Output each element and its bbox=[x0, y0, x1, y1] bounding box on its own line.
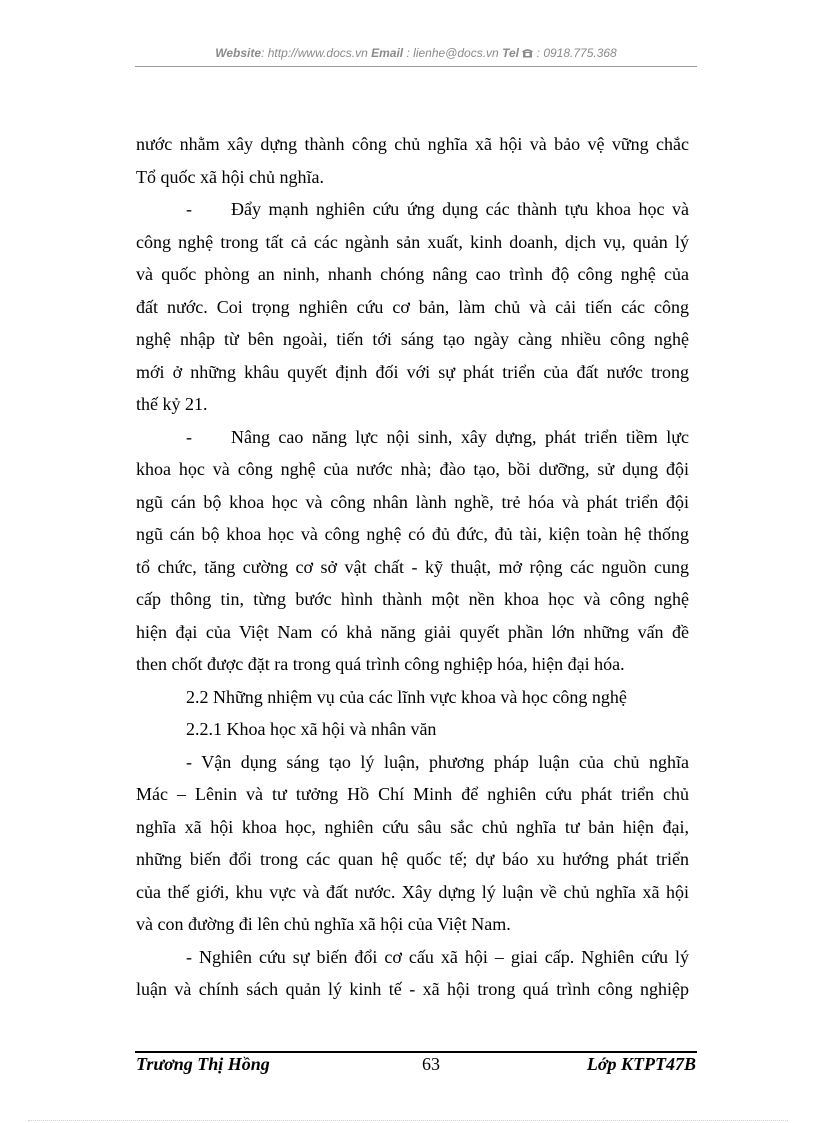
paragraph-line: đất nước. Coi trọng nghiên cứu cơ bản, làm chủ và cải tiến các công bbox=[136, 296, 689, 317]
paragraph-line: mới ở những khâu quyết định đối với sự phát triển của đất nước trong bbox=[136, 361, 689, 382]
paragraph-line: nghệ nhập từ bên ngoài, tiến tới sáng tạo ngày càng nhiều công nghệ bbox=[136, 329, 689, 349]
header-divider bbox=[135, 66, 697, 67]
tel-value: : 0918.775.368 bbox=[536, 46, 617, 60]
paragraph-line: then chốt được đặt ra trong quá trình công nghiệp hóa, hiện đại hóa. bbox=[136, 654, 625, 674]
paragraph-line: của thế giới, khu vực và đất nước. Xây dựng lý luận về chủ nghĩa xã hội bbox=[136, 881, 689, 902]
bullet-dash: - bbox=[186, 199, 192, 219]
email-value: : lienhe@docs.vn bbox=[406, 46, 499, 60]
paragraph-line: thế kỷ 21. bbox=[136, 394, 208, 414]
footer-author: Trương Thị Hồng bbox=[136, 1054, 270, 1074]
footer-divider bbox=[135, 1051, 697, 1053]
document-body bbox=[136, 128, 689, 1006]
paragraph-line: - Vận dụng sáng tạo lý luận, phương pháp luận của chủ nghĩa bbox=[186, 751, 689, 772]
page-number: 63 bbox=[422, 1054, 440, 1074]
bullet-text: Đẩy mạnh nghiên cứu ứng dụng các thành tựu khoa học và bbox=[231, 199, 689, 219]
section-heading: 2.2 Những nhiệm vụ của các lĩnh vực khoa và học công nghệ bbox=[186, 686, 627, 707]
tel-label: Tel bbox=[502, 46, 519, 60]
page-edge bbox=[28, 1120, 788, 1121]
phone-icon bbox=[522, 46, 536, 60]
website-label: Website bbox=[215, 46, 262, 60]
paragraph-line: tổ chức, tăng cường cơ sở vật chất - kỹ thuật, mở rộng các nguồn cung bbox=[136, 556, 689, 577]
paragraph-line: ngũ cán bộ khoa học và công nghệ có đủ đức, đủ tài, kiện toàn hệ thống bbox=[136, 524, 689, 544]
paragraph-line: nghĩa xã hội khoa học, nghiên cứu sâu sắc chủ nghĩa tư bản hiện đại, bbox=[136, 816, 689, 837]
bullet-line bbox=[136, 193, 689, 226]
website-value: : http://www.docs.vn bbox=[261, 46, 368, 60]
paragraph-line: những biến đổi trong các quan hệ quốc tế; dự báo xu hướng phát triển bbox=[136, 849, 689, 869]
paragraph-line: cấp thông tin, từng bước hình thành một nền khoa học và công nghệ bbox=[136, 589, 689, 609]
bullet-line bbox=[136, 421, 689, 454]
paragraph-line: luận và chính sách quản lý kinh tế - xã hội trong quá trình công nghiệp bbox=[136, 979, 689, 999]
paragraph-line: nước nhằm xây dựng thành công chủ nghĩa xã hội và bảo vệ vững chắc bbox=[136, 134, 689, 154]
bullet-dash: - bbox=[186, 426, 192, 447]
paragraph-line: ngũ cán bộ khoa học và công nhân lành nghề, trẻ hóa và phát triển đội bbox=[136, 491, 689, 512]
paragraph-line: và con đường đi lên chủ nghĩa xã hội của Việt Nam. bbox=[136, 914, 511, 934]
paragraph-line: khoa học và công nghệ của nước nhà; đào tạo, bồi dưỡng, sử dụng đội bbox=[136, 459, 689, 479]
page-header bbox=[136, 46, 696, 60]
paragraph-line: - Nghiên cứu sự biến đổi cơ cấu xã hội – giai cấp. Nghiên cứu lý bbox=[186, 946, 689, 967]
footer-class: Lớp KTPT47B bbox=[586, 1054, 696, 1074]
paragraph-line: công nghệ trong tất cả các ngành sản xuất, kinh doanh, dịch vụ, quản lý bbox=[136, 231, 689, 252]
bullet-text: Nâng cao năng lực nội sinh, xây dựng, phát triển tiềm lực bbox=[231, 426, 689, 447]
subsection-heading: 2.2.1 Khoa học xã hội và nhân văn bbox=[186, 719, 437, 739]
paragraph-line: Mác – Lênin và tư tưởng Hồ Chí Minh để nghiên cứu phát triển chủ bbox=[136, 784, 689, 804]
page-footer bbox=[136, 1054, 696, 1078]
paragraph-line: và quốc phòng an ninh, nhanh chóng nâng cao trình độ công nghệ của bbox=[136, 264, 689, 284]
email-label: Email bbox=[371, 46, 404, 60]
paragraph-line: Tổ quốc xã hội chủ nghĩa. bbox=[136, 166, 324, 187]
paragraph-line: hiện đại của Việt Nam có khả năng giải quyết phần lớn những vấn đề bbox=[136, 621, 689, 642]
